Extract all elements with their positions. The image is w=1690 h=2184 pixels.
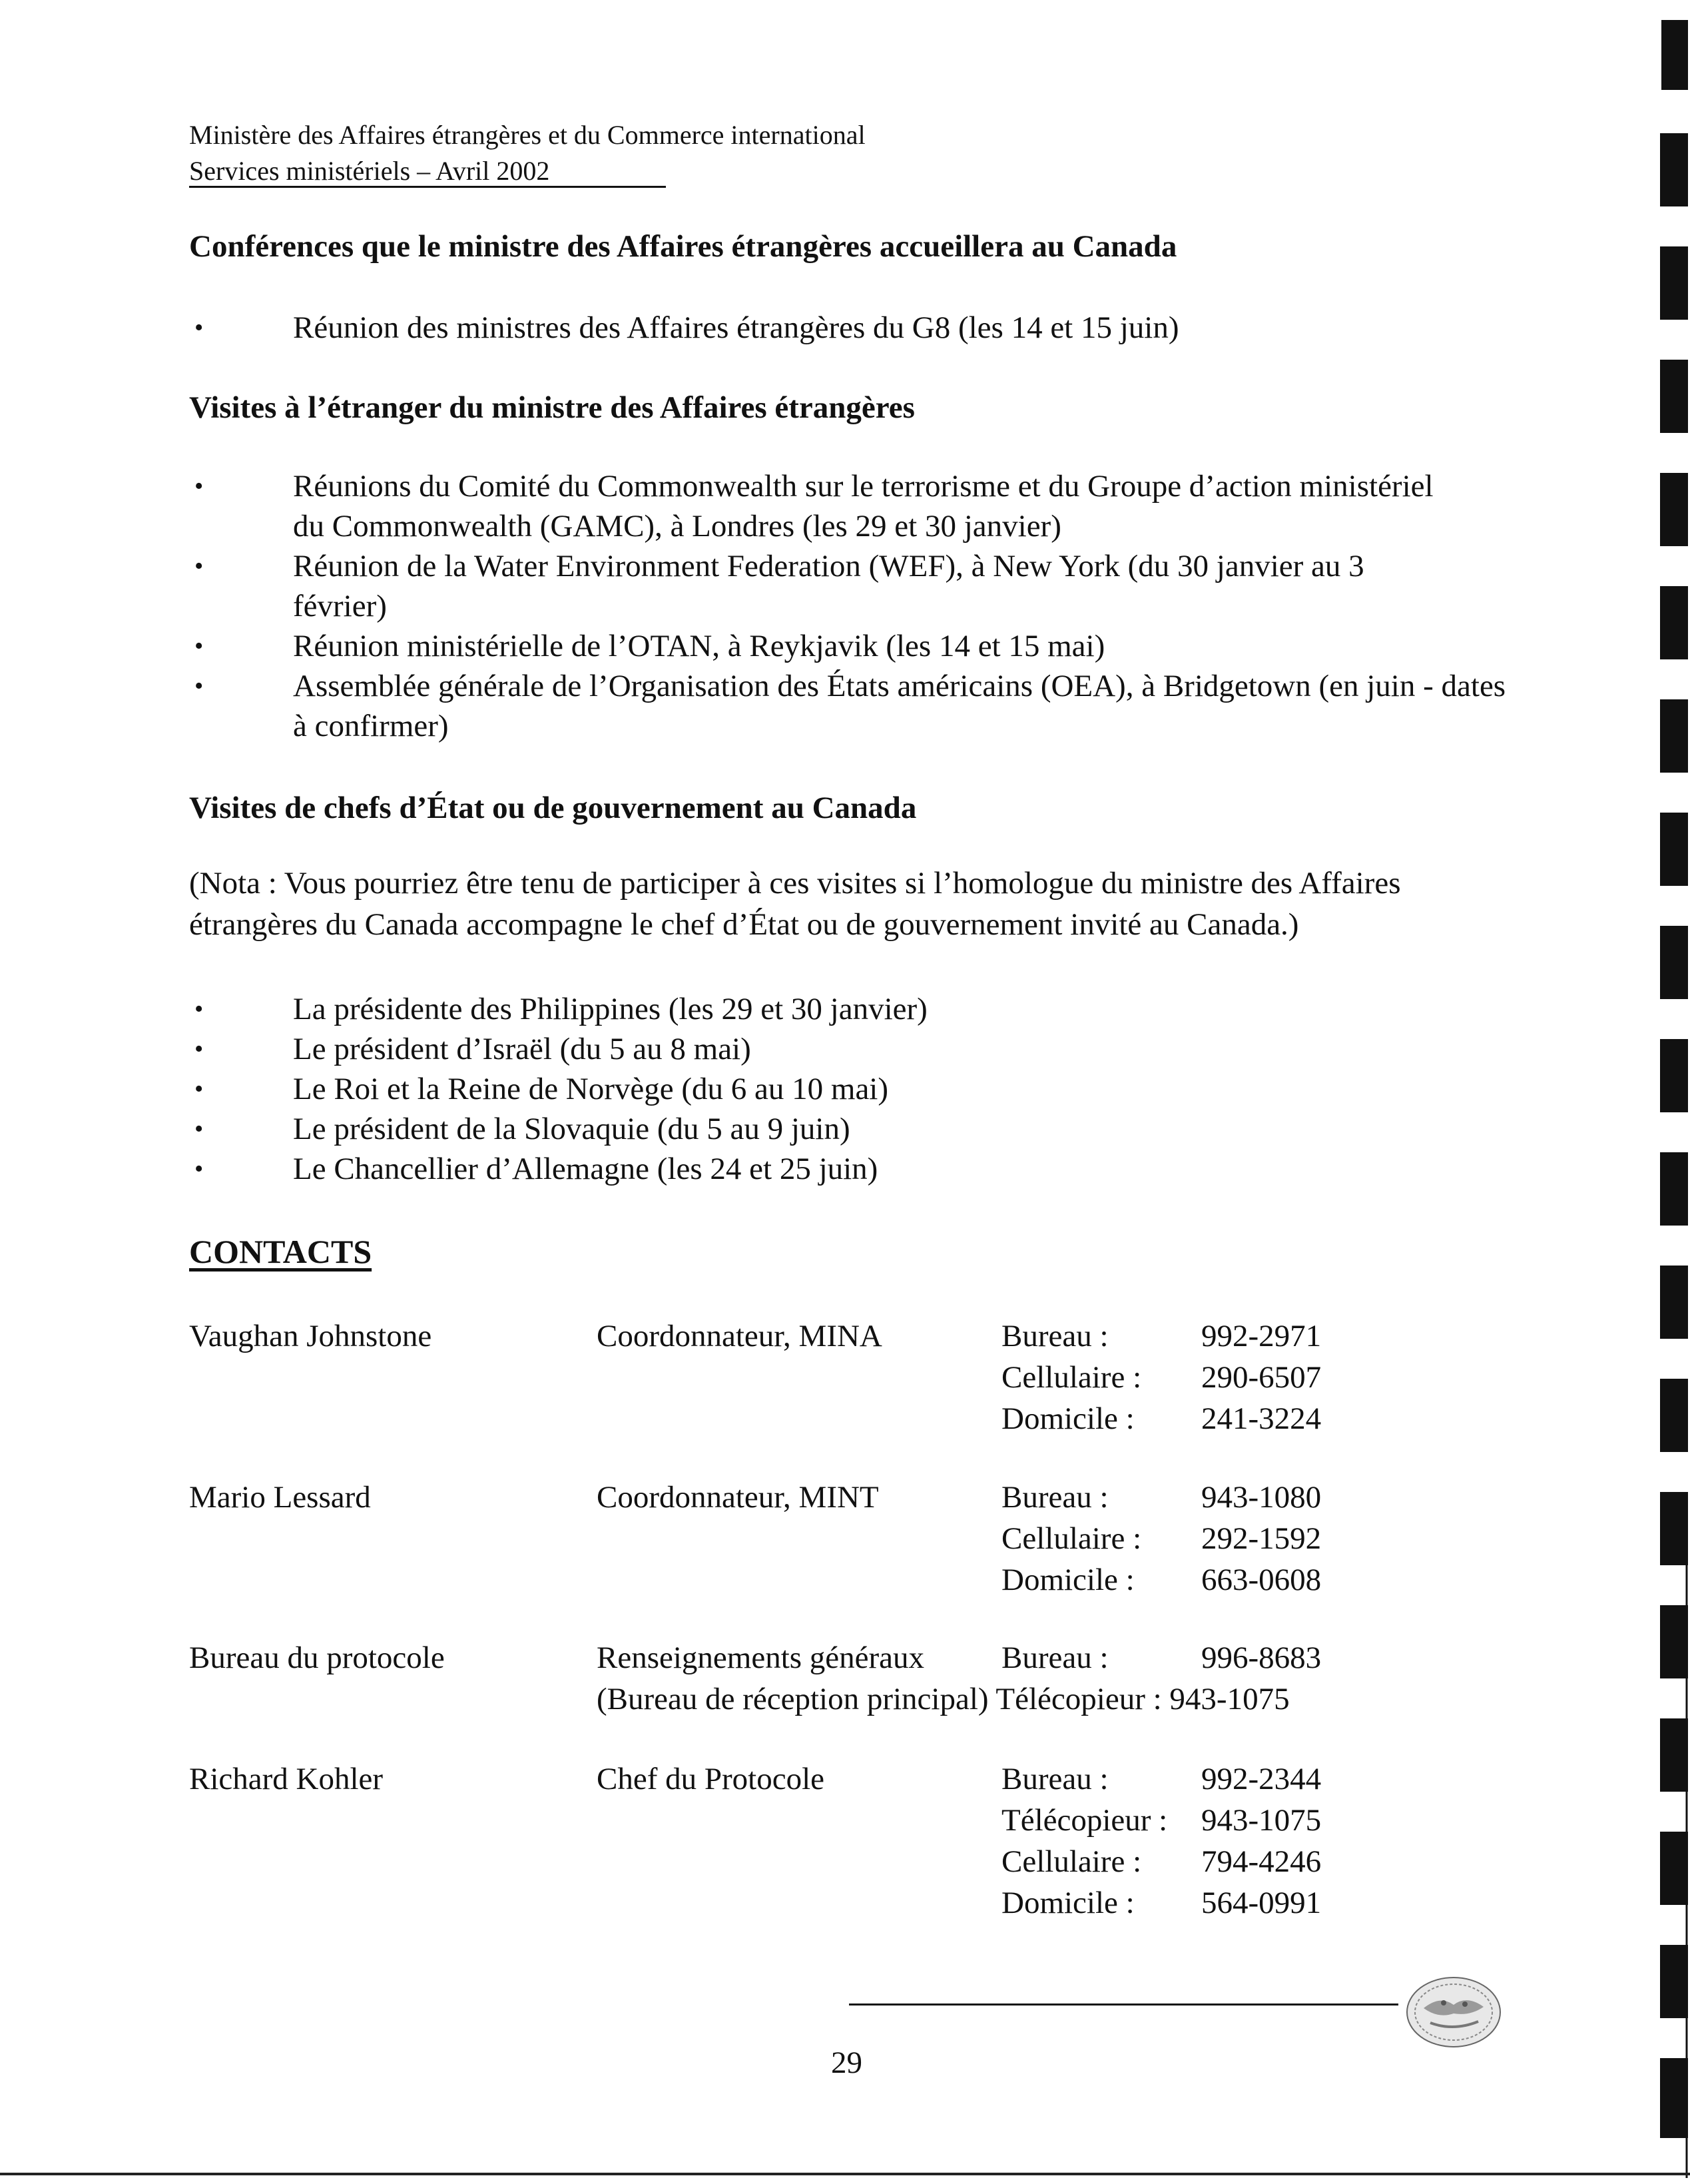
section-heading-visits-abroad: Visites à l’étranger du ministre des Affaires étrangères	[189, 390, 915, 425]
contact-name: Richard Kohler	[189, 1762, 384, 1796]
list-item: • Le Roi et la Reine de Norvège (du 6 au 10 mai)	[189, 1069, 1521, 1109]
contacts-heading: CONTACTS	[189, 1233, 372, 1270]
contact-role-detail: (Bureau de réception principal) Télécopieur : 943-1075	[597, 1682, 1290, 1716]
phone-number: 292-1592	[1201, 1521, 1322, 1556]
phone-number: 663-0608	[1201, 1563, 1322, 1597]
list-item: • Le Chancellier d’Allemagne (les 24 et 25 juin)	[189, 1149, 1521, 1189]
conferences-list	[189, 308, 1521, 348]
list-item: • La présidente des Philippines (les 29 et 30 janvier)	[189, 989, 1521, 1029]
list-item: • Réunions du Comité du Commonwealth sur le terrorisme et du Groupe d’action ministériel du Commonwealth (GAMC), à Londres (les 29 et 30 janvier)	[189, 466, 1508, 546]
phone-number: 290-6507	[1201, 1360, 1322, 1395]
emblem-seal-icon	[1404, 1975, 1504, 2049]
list-item: • Réunion des ministres des Affaires étrangères du G8 (les 14 et 15 juin)	[189, 308, 1521, 348]
list-item: • Réunion de la Water Environment Federation (WEF), à New York (du 30 janvier au 3 février)	[189, 546, 1508, 626]
footer-rule	[849, 2003, 1398, 2005]
contact-name: Vaughan Johnstone	[189, 1319, 432, 1353]
phone-number: 992-2344	[1201, 1762, 1322, 1796]
phone-number: 564-0991	[1201, 1886, 1322, 1920]
phone-label: Domicile :	[1001, 1401, 1135, 1436]
phone-number: 943-1080	[1201, 1480, 1322, 1515]
page-number: 29	[831, 2045, 862, 2080]
contact-role: Renseignements généraux	[597, 1640, 925, 1675]
header-subtitle: Services ministériels – Avril 2002	[189, 157, 666, 188]
phone-label: Domicile :	[1001, 1886, 1135, 1920]
phone-number: 241-3224	[1201, 1401, 1322, 1436]
contact-role: Coordonnateur, MINA	[597, 1319, 882, 1353]
section-note: (Nota : Vous pourriez être tenu de participer à ces visites si l’homologue du ministre des Affaires étrangères du Canada accompagne le chef d’État ou de gouvernement invité au Canada.)	[189, 866, 1401, 942]
document-header	[189, 117, 866, 189]
phone-label: Bureau :	[1001, 1762, 1109, 1796]
contact-name: Bureau du protocole	[189, 1640, 445, 1675]
list-item: • Réunion ministérielle de l’OTAN, à Reykjavik (les 14 et 15 mai)	[189, 626, 1508, 666]
phone-label: Cellulaire :	[1001, 1360, 1142, 1395]
binding-holes	[1648, 0, 1690, 2184]
phone-number: 943-1075	[1201, 1803, 1322, 1838]
phone-label: Bureau :	[1001, 1319, 1109, 1353]
header-department: Ministère des Affaires étrangères et du Commerce international	[189, 120, 866, 150]
contact-role: Chef du Protocole	[597, 1762, 824, 1796]
phone-label: Bureau :	[1001, 1640, 1109, 1675]
phone-label: Domicile :	[1001, 1563, 1135, 1597]
section-heading-conferences: Conférences que le ministre des Affaires étrangères accueillera au Canada	[189, 229, 1177, 264]
phone-number: 992-2971	[1201, 1319, 1322, 1353]
state-visits-list	[189, 989, 1521, 1189]
phone-number: 794-4246	[1201, 1844, 1322, 1879]
list-item: • Assemblée générale de l’Organisation des États américains (OEA), à Bridgetown (en juin - dates à confirmer)	[189, 666, 1508, 746]
contact-role: Coordonnateur, MINT	[597, 1480, 879, 1515]
page-bottom-edge	[0, 2173, 1690, 2175]
phone-label: Cellulaire :	[1001, 1844, 1142, 1879]
visits-abroad-list	[189, 466, 1508, 746]
phone-label: Télécopieur :	[1001, 1803, 1168, 1838]
phone-label: Bureau :	[1001, 1480, 1109, 1515]
phone-label: Cellulaire :	[1001, 1521, 1142, 1556]
contact-name: Mario Lessard	[189, 1480, 371, 1515]
section-heading-state-visits: Visites de chefs d’État ou de gouvernement au Canada	[189, 791, 917, 825]
phone-number: 996-8683	[1201, 1640, 1322, 1675]
list-item: • Le président d’Israël (du 5 au 8 mai)	[189, 1029, 1521, 1069]
list-item: • Le président de la Slovaquie (du 5 au 9 juin)	[189, 1109, 1521, 1149]
